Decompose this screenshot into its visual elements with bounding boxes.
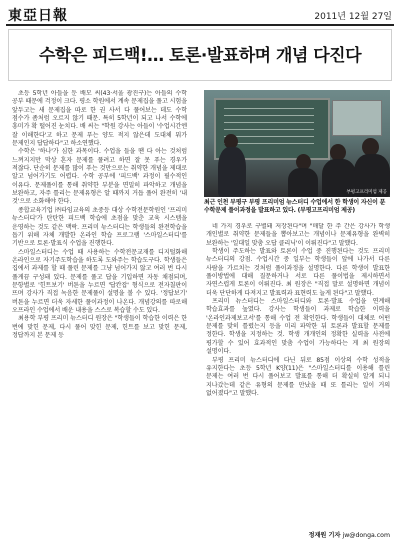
newspaper-logo: 東亞日報 [8,8,68,24]
article-paragraph: 부평 프리미 뉴스터디에 다닌 뒤로 85점 이상의 수학 성적을 유지한다는 초등 5학년 K양(11)은 "스마일스터디를 이용해 틀린 문제는 여러 번 다시 풀어보고 발표를 통해 더 확실히 알게 되니 지나갔는데 같은 유형의 문제를 만났을 때 또 틀리는 일이 거의 없어졌다"고 말했다. [206,356,390,397]
issue-date: 2011년 12월 27일 [314,12,392,22]
article-paragraph: 초등 5학년 아들을 둔 배모 씨(43·서울 광진구)는 아들의 수학 공부 때문에 걱정이 크다. 평소 학원에서 계속 문제집을 풀고 시험을 앞두고는 새 문제집을 따로 한 권 사서 다 풀어보는 데도 수학 점수가 좀처럼 오르지 않기 때문. 특히 5학년이 되고 나서 수학에 흥미가 확 떨어진 눈치다. 배 씨는 "학원 강사는 아들이 '수업시간엔 잘 이해한다'고 하고 문제 푸는 양도 적지 않은데 도대체 뭐가 문제인지 답답하다"고 하소연했다. [12,90,187,148]
masthead-rule [6,24,394,26]
headline: 수학은 피드백!… 토론·발표하며 개념 다진다 [38,46,362,66]
article-paragraph: 네 가지 경우로 구별돼 저장된다"며 "매달 한 주 간은 강사가 학생 개인별로 취약한 문제들을 뽑아보고는 개념이나 문제유형을 완벽히 보완하는 '일대일 맞춤 오답 클리닉'이 이뤄진다"고 말했다. [206,223,390,247]
article-paragraph: 종합교육기업 ㈜타임교육의 초중등 대상 수학전문학원인 '프리미 뉴스터디'가 탄탄한 피드백 학습에 초점을 맞춘 교육 시스템을 운영하는 것도 같은 맥락. 프리미 뉴스터디는 학생들의 완전학습을 돕기 위해 자체 개발한 온라인 학습 프로그램 '스마일스터디'를 기반으로 토론·발표식 수업을 진행한다. [12,206,187,248]
article-paragraph: 프리미 뉴스터디는 스마일스터디와 토론·발표 수업을 연계해 학습효과를 높였다. 강사는 학생들이 과제로 학습한 이력을 '온라인과제보고서'를 통해 수업 전 확인한다. 학생들이 대체로 어떤 문제를 맞히 틀렸는지 등을 미리 파악한 뒤 토론과 발표할 문제를 정한다. 학생을 지정하는 것. 학생 개개인의 정확한 실력을 사전에 평가할 수 있어 효과적인 맞춤 수업이 가능하다는 게 최 원장의 설명이다. [206,298,390,356]
article-column-left [12,90,187,532]
article-column-right [206,223,390,529]
article-paragraph: 스마일스터디는 수업 때 사용하는 수학전문교재를 디지털화해 온라인으로 자기주도학습을 하도록 도와주는 학습도구다. 학생들은 집에서 과제를 할 때 풀린 문제를 그냥 넘어가지 않고 여러 번 다시 풀게끔 구성돼 있다. 문제를 풀고 답을 기입하면 자동 채점되며, 문항별로 '힌트보기' 버튼을 누르면 '답칸잡' 형식으로 전자칠판이 뜨며 강사가 직접 녹음한 문제풀이 설명을 볼 수 있다. '정답보기' 버튼을 누르면 더욱 자세한 풀이과정이 나온다. 개념강의를 따로해 오프라인 수업에서 배운 내용을 스스로 복습할 수도 있다. [12,248,187,314]
masthead [6,3,394,25]
article-paragraph: 최용학 부평 프리미 뉴스터디 원장은 "학생들이 학습한 이력은 한 번에 맞힌 문제, 다시 풀어 맞힌 문제, 힌트를 보고 맞힌 문제, 정답까지 본 문제 등 [12,315,187,339]
presenter-figure [218,147,246,197]
photo-caption: 최근 인천 부평구 부평 프리미엄 뉴스터디 수업에서 한 학생이 자신이 푼 수학문제 풀이과정을 발표하고 있다. (부평고프리미엄 제공) [204,199,386,214]
student-figure [288,168,318,197]
projector-screen [332,100,382,136]
article-paragraph: 학생이 주도하는 발표와 토론이 수업 중 진행된다는 것도 프리미 뉴스터디의 강점. 수업시간 중 일부는 학생들이 앞에 나가서 다른 사람을 가르치는 것처럼 풀이과정을 설명한다. 다른 학생이 발표한 풀이방법에 대해 질문하거나 서로 다른 풀이법을 제시하면서 자연스럽게 토론이 이뤄진다. 최 원장은 "직접 말로 설명하면 개념이 더욱 단단하게 다져지고 발표력과 표현력도 늘게 된다"고 말했다. [206,248,390,297]
byline [206,530,390,539]
article-paragraph: 수학은 '하나'가 심한 과목이다. 수업을 들을 땐 다 아는 것처럼 느껴지지만 막상 혼자 문제를 풀려고 하면 잘 못 푸는 경우가 적잖다. 단순히 문제를 많이 푸는 것만으로는 취약한 개념을 제대로 알고 넘어가기도 어렵다. 수학 공부에 '피드백' 과정이 필수적인 이유다. 문제풀이를 통해 취약한 부분을 면밀히 파악하고 개념을 보완하고, 자주 틀리는 문제유형은 알 때까지 거듭 풀어 완전히 '내 것'으로 소화해야 한다. [12,148,187,206]
classroom-photo [204,90,390,197]
byline-name: 정재원 기자 [308,532,341,539]
headline-box [8,29,392,81]
byline-email: jw@donga.com [342,532,390,539]
photo-credit: 부평고프리미엄 제공 [346,190,387,195]
